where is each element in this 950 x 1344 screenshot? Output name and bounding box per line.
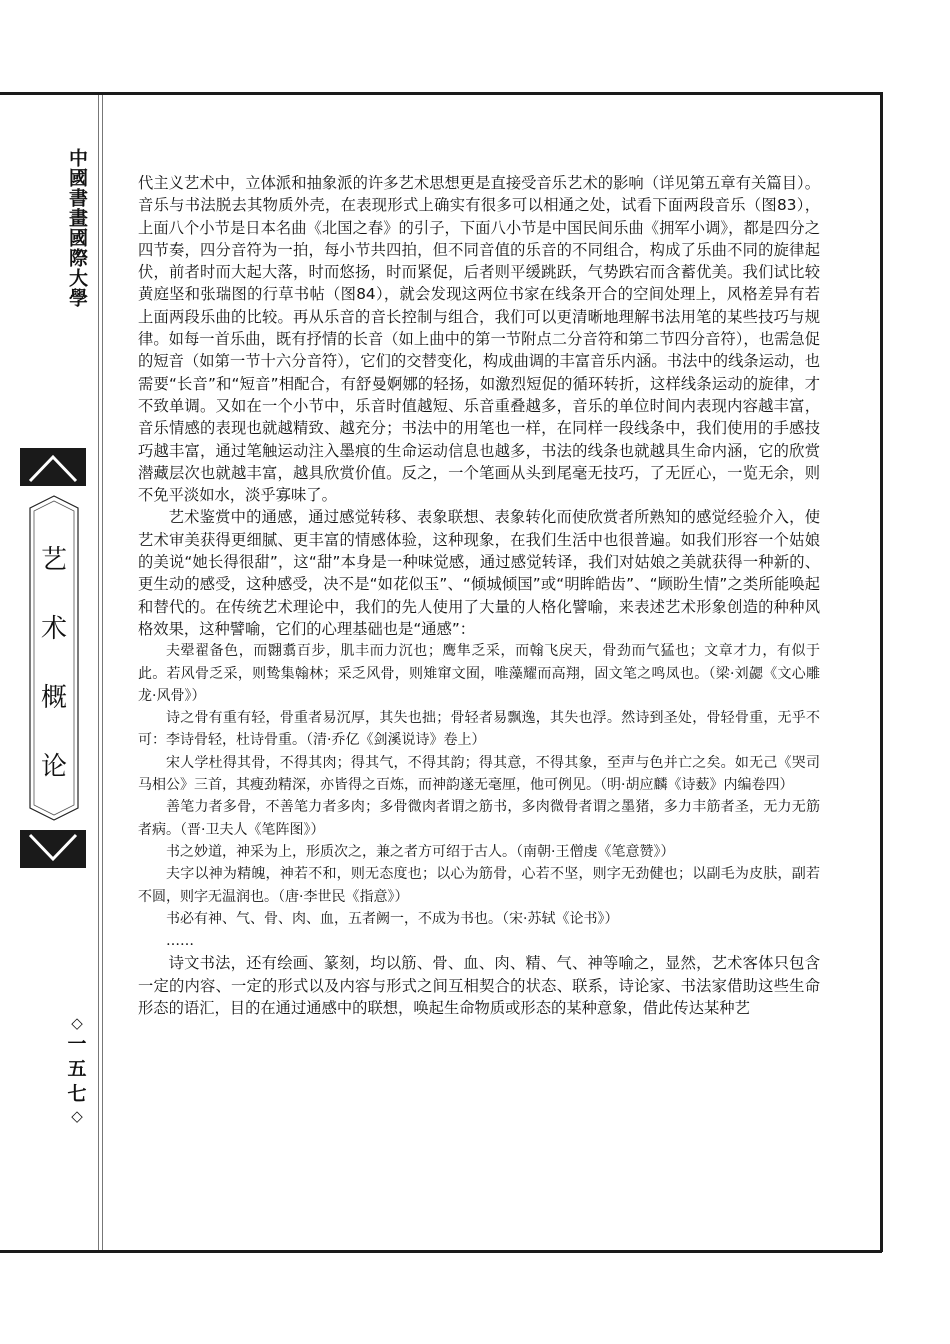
body-paragraph: 诗文书法，还有绘画、篆刻，均以筋、骨、血、肉、精、气、神等喻之，显然，艺术客体只包含一定的内容、一定的形式以及内容与形式之间互相契合的状态、联系，诗论家、书法家借助这些生命形态的语汇，目的在通过通感中的联想，唤起生命物质或形态的某种意象，借此传达某种艺 [138, 954, 820, 1017]
page-frame-right-rule [880, 92, 883, 1252]
body-paragraph: 艺术鉴赏中的通感，通过感觉转移、表象联想、表象转化而使欣赏者所熟知的感觉经验介入，使艺术审美获得更细腻、更丰富的情感体验，这种现象，在我们生活中也很普遍。如我们形容一个姑娘的美说“她长得很甜”，这“甜”本身是一种味觉感，通过感觉转译，我们对姑娘之美就获得一种新的、更生动的感受，这种感受，决不是“如花似玉”、“倾城倾国”或“明眸皓齿”、“顾盼生情”之类所能唤起和替代的。在传统艺术理论中，我们的先人使用了大量的人格化譬喻，来表述艺术形象创造的种种风格效果，这种譬喻，它们的心理基础也是“通感”： [138, 508, 820, 638]
body-paragraph: 代主义艺术中，立体派和抽象派的许多艺术思想更是直接受音乐艺术的影响（详见第五章有关篇目）。音乐与书法脱去其物质外壳，在表现形式上确实有很多可以相通之处，试看下面两段音乐（图83），上面八个小节是日本名曲《北国之春》的引子，下面八小节是中国民间乐曲《拥军小调》，都是四分之四节奏，四分音符为一拍，每小节共四拍，但不同音值的乐音的不同组合，构成了乐曲不同的旋律起伏，前者时而大起大落，时而悠扬，时而紧促，后者则平缓跳跃，气势跌宕而含蓄优美。我们试比较黄庭坚和张瑞图的行草书帖（图84），就会发现这两位书家在线条开合的空间处理上，风格差异有若上面两段乐曲的比较。再从乐音的音长控制与组合，我们可以更清晰地理解书法用笔的某些技巧与规律。如每一首乐曲，既有抒情的长音（如上曲中的第一节附点二分音符和第二节四分音符），也需急促的短音（如第一节十六分音符），它们的交替变化，构成曲调的丰富音乐内涵。书法中的线条运动，也需要“长音”和“短音”相配合，有舒曼婀娜的轻扬，如激烈短促的循环转折，这样线条运动的旋律，才不致单调。又如在一个小节中，乐音时值越短、乐音重叠越多，音乐的单位时间内表现内容越丰富，音乐情感的表现也就越精致、越充分；书法中的用笔也一样，在同样一段线条中，我们使用的手感技巧越丰富，通过笔触运动注入墨痕的生命运动信息也越多，书法的线条也就越具生命内涵，它的欣赏潜藏层次也就越丰富，越具欣赏价值。反之，一个笔画从头到尾毫无技巧，了无匠心，一览无余，则不免平淡如水，淡乎寡味了。 [138, 174, 820, 505]
body-text [138, 172, 820, 1019]
series-title: 中國書畫國際大學 [66, 148, 88, 308]
page-number-digit: 一 [67, 1033, 87, 1055]
book-title-char: 术 [40, 614, 67, 644]
quotation: 宋人学杜得其骨，不得其肉；得其气，不得其韵；得其意，不得其象，至声与色并亡之矣。如无己《哭司马相公》三首，其瘦劲精深，亦皆得之百炼，而神韵遂无毫厘，他可例见。（明·胡应麟《诗薮》内编卷四） [138, 754, 820, 794]
quotation-ellipsis: …… [166, 933, 194, 950]
page-frame-top-rule [0, 92, 882, 95]
quotation: 书必有神、气、骨、肉、血，五者阙一，不成为书也。（宋·苏轼《论书》） [166, 910, 619, 927]
title-ornament-bottom [20, 830, 86, 868]
page-number-digit: 七 [67, 1083, 87, 1105]
diamond-icon: ◇ [71, 1107, 83, 1125]
book-title-char: 论 [40, 752, 67, 782]
book-title [28, 526, 80, 802]
diamond-icon: ◇ [71, 1014, 83, 1032]
quotation: 夫字以神为精魄，神若不和，则无态度也；以心为筋骨，心若不坚，则字无劲健也；以副毛为皮肤，副若不圆，则字无温润也。（唐·李世民《指意》） [138, 866, 820, 905]
page-frame-bottom-rule [0, 1250, 882, 1253]
quotation: 诗之骨有重有轻，骨重者易沉厚，其失也拙；骨轻者易飘逸，其失也浮。然诗到圣处，骨轻骨重，无乎不可：李诗骨轻，杜诗骨重。（清·乔亿《剑溪说诗》卷上） [138, 710, 820, 749]
title-ornament-top [20, 448, 86, 486]
quotation: 善笔力者多骨，不善笔力者多肉；多骨微肉者谓之筋书，多肉微骨者谓之墨猪，多力丰筋者圣，无力无筋者病。（晋·卫夫人《笔阵图》） [138, 799, 820, 838]
quotation: 书之妙道，神采为上，形质次之，兼之者方可绍于古人。（南朝·王僧虔《笔意赞》） [166, 843, 675, 860]
page-number [52, 1014, 102, 1125]
quotation: 夫翚翟备色，而翾翥百步，肌丰而力沉也；鹰隼乏采，而翰飞戾天，骨劲而气猛也；文章才力，有似于此。若风骨乏采，则鸷集翰林；采乏风骨，则雉窜文囿，唯藻耀而高翔，固文笔之鸣凤也。（梁·刘勰《文心雕龙·风骨》） [138, 643, 820, 704]
book-title-char: 概 [40, 683, 67, 713]
book-title-char: 艺 [40, 545, 67, 575]
margin-rule-inner [102, 95, 103, 1250]
page-number-digit: 五 [67, 1058, 87, 1080]
